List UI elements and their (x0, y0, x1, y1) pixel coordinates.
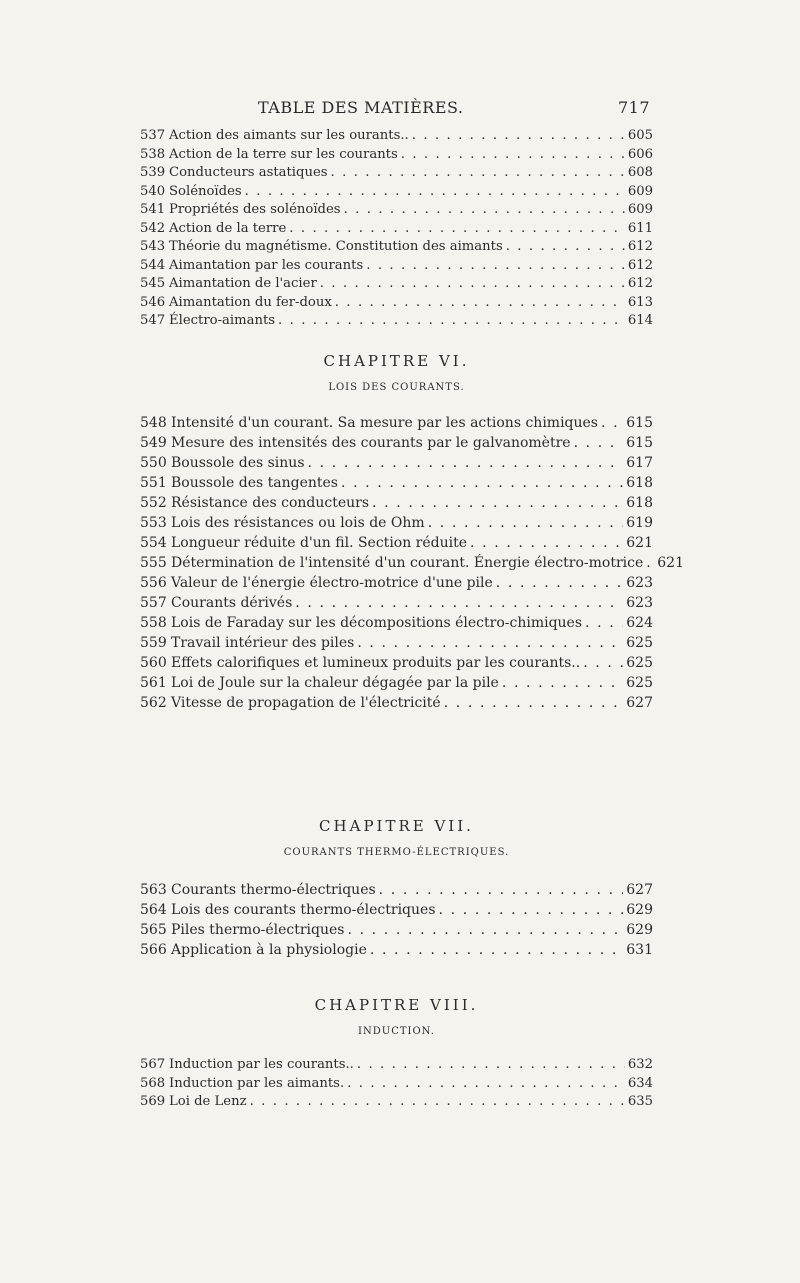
entry-title: Action des aimants sur les ourants.. (169, 128, 409, 143)
dot-leader (583, 653, 623, 673)
entry-title: Piles thermo-électriques (171, 922, 345, 938)
entry-page: 615 (626, 415, 653, 431)
entry-number: 554 (140, 535, 167, 551)
toc-section-magnetism (140, 127, 653, 331)
entry-title: Application à la physiologie (171, 942, 367, 958)
chapter-subtitle: LOIS DES COURANTS. (328, 382, 465, 393)
entry-page: 618 (626, 475, 653, 491)
entry-title: Courants dérivés (171, 595, 293, 611)
toc-entry (140, 257, 653, 276)
entry-number: 557 (140, 595, 167, 611)
entry-page: 632 (627, 1057, 653, 1072)
entry-page: 625 (626, 675, 653, 691)
entry-page: 625 (626, 655, 653, 671)
dot-leader (470, 533, 623, 553)
toc-entry (140, 312, 653, 331)
entry-number: 569 (140, 1094, 166, 1109)
entry-title: Induction par les courants.. (169, 1057, 354, 1072)
toc-entry (140, 433, 653, 453)
dot-leader (289, 220, 625, 239)
toc-entry (140, 238, 653, 257)
toc-entry (140, 1093, 653, 1112)
entry-title: Solénoïdes (169, 183, 242, 199)
toc-entry (140, 220, 653, 239)
entry-title: Loi de Joule sur la chaleur dégagée par la pile (171, 675, 499, 691)
toc-section-chapter-vii (140, 880, 653, 960)
entry-title: Valeur de l'énergie électro-motrice d'une pile (171, 575, 493, 591)
entry-title: Induction par les aimants. (169, 1075, 345, 1091)
entry-title: Électro-aimants (169, 313, 276, 328)
dot-leader (335, 294, 625, 313)
entry-title: Théorie du magnétisme. Constitution des aimants (169, 239, 503, 254)
dot-leader (245, 183, 625, 202)
toc-entry (140, 275, 653, 294)
entry-number: 565 (140, 922, 167, 938)
chapter-title: CHAPITRE VIII. (314, 996, 479, 1014)
toc-entry (140, 1056, 653, 1075)
entry-number: 553 (140, 515, 167, 531)
entry-number: 539 (140, 165, 166, 180)
chapter-vii-heading (140, 817, 653, 858)
entry-title: Lois des résistances ou lois de Ohm (171, 515, 425, 531)
chapter-subtitle: INDUCTION. (358, 1026, 435, 1037)
entry-title: Vitesse de propagation de l'électricité (171, 695, 441, 711)
entry-title: Travail intérieur des piles (171, 635, 355, 651)
toc-entry (140, 201, 653, 220)
entry-title: Action de la terre (169, 220, 287, 236)
toc-entry (140, 453, 653, 473)
dot-leader (496, 573, 623, 593)
dot-leader (585, 613, 623, 633)
entry-number: 560 (140, 655, 167, 671)
toc-entry (140, 146, 653, 165)
dot-leader (379, 880, 624, 900)
chapter-title: CHAPITRE VII. (319, 817, 474, 835)
entry-page: 621 (657, 555, 684, 571)
entry-page: 623 (626, 575, 653, 591)
dot-leader (372, 493, 623, 513)
dot-leader (250, 1093, 625, 1112)
toc-entry (140, 693, 653, 713)
chapter-viii-heading (140, 996, 653, 1037)
dot-leader (278, 312, 625, 331)
entry-page: 627 (626, 695, 653, 711)
entry-number: 556 (140, 575, 167, 591)
toc-entry (140, 633, 653, 653)
entry-number: 546 (140, 294, 166, 310)
entry-number: 542 (140, 220, 166, 236)
dot-leader (357, 1056, 625, 1075)
toc-entry (140, 880, 653, 900)
toc-entry (140, 183, 653, 202)
entry-page: 621 (626, 535, 653, 551)
entry-page: 615 (626, 435, 653, 451)
entry-title: Action de la terre sur les courants (169, 146, 398, 162)
dot-leader (444, 693, 624, 713)
entry-page: 606 (627, 146, 653, 162)
dot-leader (439, 900, 624, 920)
dot-leader (601, 413, 623, 433)
toc-entry (140, 573, 653, 593)
entry-title: Détermination de l'intensité d'un courant. Énergie électro-motrice (171, 555, 644, 571)
entry-title: Lois des courants thermo-électriques (171, 902, 436, 918)
toc-entry (140, 920, 653, 940)
entry-number: 549 (140, 435, 167, 451)
entry-number: 548 (140, 415, 167, 431)
entry-title: Boussole des sinus (171, 455, 305, 471)
entry-page: 618 (626, 495, 653, 511)
dot-leader (412, 127, 625, 146)
entry-page: 608 (627, 165, 653, 180)
toc-entry (140, 533, 653, 553)
running-title: TABLE DES MATIÈRES. (258, 98, 464, 117)
dot-leader (506, 238, 625, 257)
entry-title: Longueur réduite d'un fil. Section réduite (171, 535, 468, 551)
dot-leader (366, 257, 625, 276)
dot-leader (428, 513, 624, 533)
entry-title: Courants thermo-électriques (171, 882, 376, 898)
entry-number: 544 (140, 257, 166, 273)
entry-page: 612 (627, 239, 653, 254)
entry-page: 605 (627, 128, 653, 143)
entry-title: Résistance des conducteurs (171, 495, 370, 511)
dot-leader (401, 146, 625, 165)
entry-title: Aimantation de l'acier (169, 276, 317, 291)
dot-leader (347, 920, 623, 940)
entry-title: Boussole des tangentes (171, 475, 338, 491)
entry-page: 627 (626, 882, 653, 898)
entry-page: 635 (627, 1094, 653, 1109)
dot-leader (344, 201, 625, 220)
entry-number: 537 (140, 128, 166, 143)
entry-page: 634 (627, 1075, 653, 1091)
toc-entry (140, 553, 684, 573)
dot-leader (357, 633, 623, 653)
dot-leader (341, 473, 623, 493)
entry-page: 619 (626, 515, 653, 531)
entry-page: 611 (627, 220, 653, 236)
toc-entry (140, 613, 653, 633)
toc-entry (140, 127, 653, 146)
entry-page: 612 (627, 257, 653, 273)
dot-leader (574, 433, 624, 453)
entry-page: 629 (626, 922, 653, 938)
entry-number: 543 (140, 239, 166, 254)
chapter-subtitle: COURANTS THERMO-ÉLECTRIQUES. (283, 847, 510, 858)
dot-leader (347, 1075, 625, 1094)
toc-entry (140, 653, 653, 673)
toc-section-chapter-viii (140, 1056, 653, 1112)
entry-number: 567 (140, 1057, 166, 1072)
toc-entry (140, 593, 653, 613)
entry-title: Effets calorifiques et lumineux produits par les courants.. (171, 655, 581, 671)
toc-entry (140, 900, 653, 920)
chapter-vi-heading (140, 352, 653, 393)
toc-entry (140, 493, 653, 513)
chapter-title: CHAPITRE VI. (323, 352, 470, 370)
toc-entry (140, 164, 653, 183)
entry-number: 551 (140, 475, 167, 491)
entry-title: Loi de Lenz (169, 1094, 247, 1109)
page-number: 717 (617, 98, 650, 117)
entry-number: 568 (140, 1075, 166, 1091)
dot-leader (331, 164, 625, 183)
entry-page: 617 (626, 455, 653, 471)
entry-page: 629 (626, 902, 653, 918)
dot-leader (502, 673, 623, 693)
toc-entry (140, 294, 653, 313)
entry-number: 561 (140, 675, 167, 691)
entry-number: 555 (140, 555, 167, 571)
entry-number: 538 (140, 146, 166, 162)
entry-page: 631 (626, 942, 653, 958)
entry-number: 540 (140, 183, 166, 199)
entry-number: 552 (140, 495, 167, 511)
entry-number: 541 (140, 202, 166, 217)
dot-leader (370, 940, 623, 960)
entry-number: 564 (140, 902, 167, 918)
dot-leader (320, 275, 625, 294)
entry-page: 609 (627, 183, 653, 199)
entry-page: 613 (627, 294, 653, 310)
entry-title: Aimantation du fer-doux (169, 294, 332, 310)
entry-title: Intensité d'un courant. Sa mesure par les actions chimiques (171, 415, 598, 431)
dot-leader (308, 453, 624, 473)
entry-title: Conducteurs astatiques (169, 165, 328, 180)
toc-section-chapter-vi (140, 413, 684, 713)
entry-number: 559 (140, 635, 167, 651)
entry-number: 566 (140, 942, 167, 958)
entry-title: Propriétés des solénoïdes (169, 202, 341, 217)
entry-page: 614 (627, 313, 653, 328)
entry-page: 625 (626, 635, 653, 651)
toc-entry (140, 513, 653, 533)
toc-entry (140, 1075, 653, 1094)
entry-title: Aimantation par les courants (169, 257, 364, 273)
entry-number: 550 (140, 455, 167, 471)
entry-title: Lois de Faraday sur les décompositions électro-chimiques (171, 615, 583, 631)
toc-entry (140, 673, 653, 693)
entry-page: 623 (626, 595, 653, 611)
entry-page: 609 (627, 202, 653, 217)
toc-entry (140, 940, 653, 960)
entry-number: 558 (140, 615, 167, 631)
entry-number: 563 (140, 882, 167, 898)
entry-title: Mesure des intensités des courants par le galvanomètre (171, 435, 571, 451)
toc-entry (140, 473, 653, 493)
entry-number: 545 (140, 276, 166, 291)
dot-leader (295, 593, 623, 613)
entry-number: 562 (140, 695, 167, 711)
entry-page: 612 (627, 276, 653, 291)
entry-number: 547 (140, 313, 166, 328)
toc-entry (140, 413, 653, 433)
entry-page: 624 (626, 615, 653, 631)
dot-leader (646, 553, 654, 573)
